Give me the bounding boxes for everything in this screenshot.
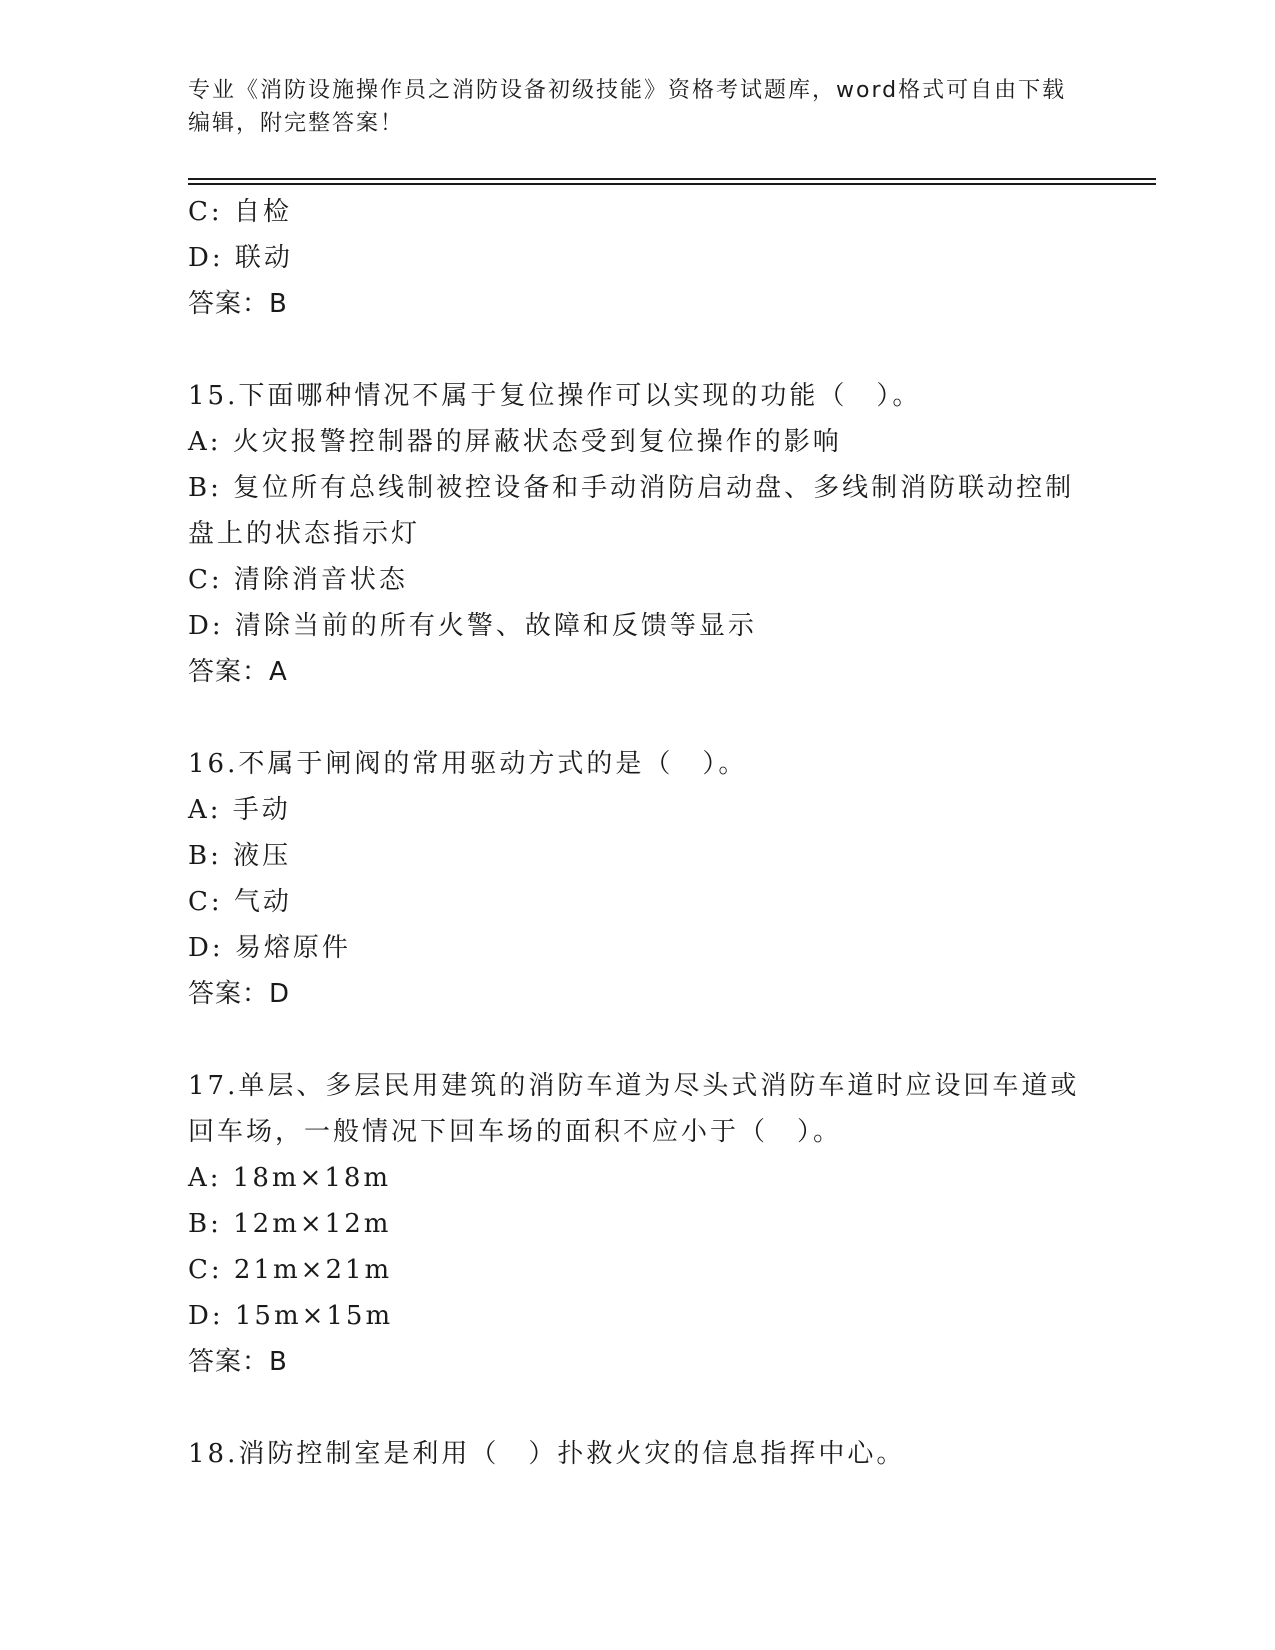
question-16 bbox=[188, 741, 1088, 1017]
option-a: A: 手动 bbox=[188, 795, 291, 825]
option-d: D: 15m×15m bbox=[188, 1301, 394, 1331]
spacer bbox=[188, 695, 1088, 741]
option-b: B: 12m×12m bbox=[188, 1209, 392, 1239]
option-b: B: 液压 bbox=[188, 841, 292, 871]
question-15 bbox=[188, 373, 1088, 695]
question-stem: 18.消防控制室是利用（ ）扑救火灾的信息指挥中心。 bbox=[188, 1439, 906, 1469]
spacer bbox=[188, 327, 1088, 373]
spacer bbox=[188, 1385, 1088, 1431]
option-d: D: 易熔原件 bbox=[188, 933, 351, 963]
answer-line: 答案：B bbox=[188, 289, 288, 319]
answer-line: 答案：B bbox=[188, 1347, 288, 1377]
question-18 bbox=[188, 1431, 1088, 1477]
option-d: D: 清除当前的所有火警、故障和反馈等显示 bbox=[188, 611, 757, 641]
option-d: D: 联动 bbox=[188, 243, 293, 273]
spacer bbox=[188, 1017, 1088, 1063]
question-list bbox=[188, 189, 1088, 1477]
page-header bbox=[188, 74, 1068, 140]
question-stem: 15.下面哪种情况不属于复位操作可以实现的功能（ ）。 bbox=[188, 381, 922, 411]
header-rule-bottom bbox=[188, 183, 1156, 185]
option-b: B: 复位所有总线制被控设备和手动消防启动盘、多线制消防联动控制盘上的状态指示灯 bbox=[188, 473, 1075, 549]
answer-line: 答案：A bbox=[188, 657, 288, 687]
question-stem: 16.不属于闸阀的常用驱动方式的是（ ）。 bbox=[188, 749, 748, 779]
option-a: A: 火灾报警控制器的屏蔽状态受到复位操作的影响 bbox=[188, 427, 842, 457]
option-a: A: 18m×18m bbox=[188, 1163, 392, 1193]
option-c: C: 清除消音状态 bbox=[188, 565, 408, 595]
question-stem: 17.单层、多层民用建筑的消防车道为尽头式消防车道时应设回车道或回车场，一般情况下回车场的面积不应小于（ ）。 bbox=[188, 1071, 1080, 1147]
option-c: C: 自检 bbox=[188, 197, 292, 227]
question-17 bbox=[188, 1063, 1088, 1385]
question-14-continued bbox=[188, 189, 1088, 327]
answer-line: 答案：D bbox=[188, 979, 291, 1009]
option-c: C: 气动 bbox=[188, 887, 292, 917]
header-rule-top bbox=[188, 178, 1156, 180]
option-c: C: 21m×21m bbox=[188, 1255, 393, 1285]
header-text: 专业《消防设施操作员之消防设备初级技能》资格考试题库，word格式可自由下载编辑，附完整答案！ bbox=[188, 78, 1067, 136]
